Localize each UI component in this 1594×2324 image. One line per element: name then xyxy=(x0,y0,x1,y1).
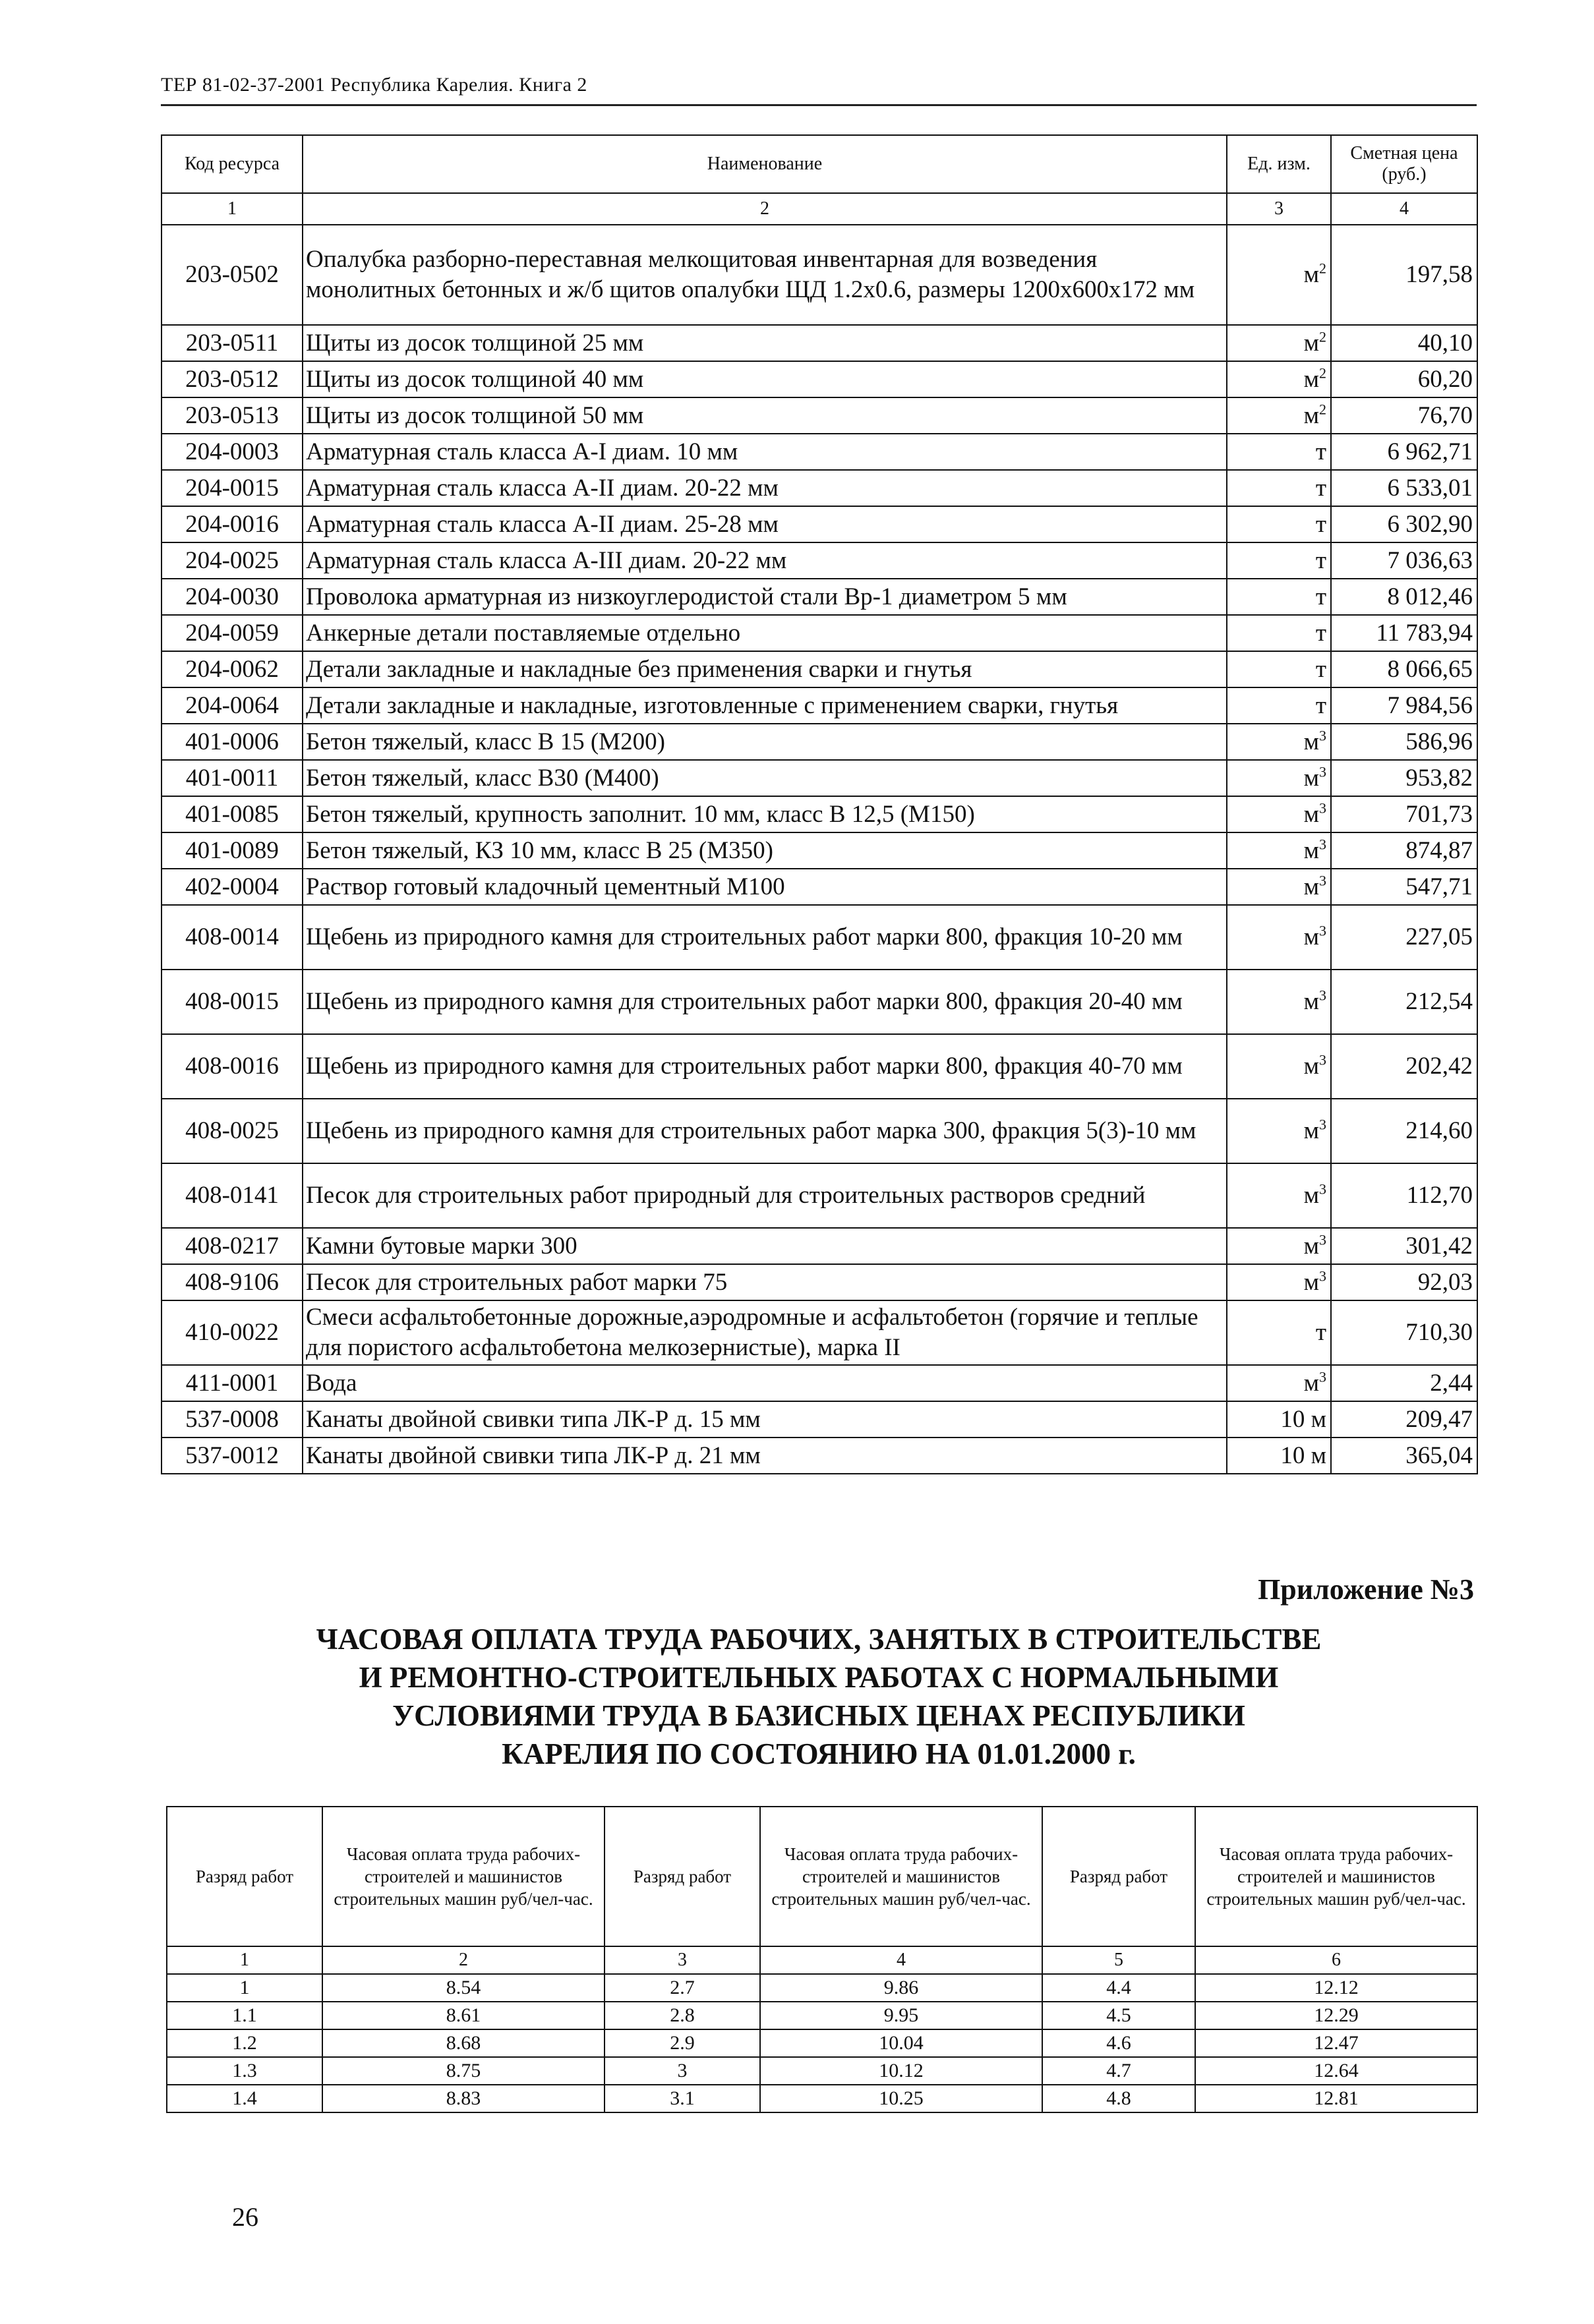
unit-label: т xyxy=(1315,510,1326,538)
unit-label: м xyxy=(1303,800,1319,828)
table-row xyxy=(162,724,1477,760)
resource-code: 537-0012 xyxy=(162,1438,303,1474)
col-number: 1 xyxy=(167,1946,322,1974)
unit-label: м xyxy=(1303,1268,1319,1296)
running-header: ТЕР 81-02-37-2001 Республика Карелия. Книга 2 xyxy=(161,74,587,96)
col-number: 3 xyxy=(605,1946,760,1974)
unit-label: т xyxy=(1315,546,1326,574)
table-row xyxy=(162,1438,1477,1474)
table-row xyxy=(162,1365,1477,1401)
resource-code: 408-0015 xyxy=(162,970,303,1034)
unit-label: т xyxy=(1315,1319,1326,1346)
resource-name: Опалубка разборно-переставная мелкощитовая инвентарная для возведения монолитных бетонных и ж/б щитов опалубки ЩД 1.2х0.6, размеры 1200х600х172 мм xyxy=(303,225,1227,325)
unit-exponent: 3 xyxy=(1319,1051,1326,1068)
table-row xyxy=(162,796,1477,832)
col-header-code: Код ресурса xyxy=(162,135,303,193)
resource-price: 710,30 xyxy=(1331,1300,1477,1365)
col-number: 2 xyxy=(303,193,1227,225)
resource-price: 6 533,01 xyxy=(1331,470,1477,506)
resource-code: 204-0016 xyxy=(162,506,303,542)
resource-code: 203-0502 xyxy=(162,225,303,325)
resource-unit xyxy=(1227,760,1331,796)
rate-cell: 8.83 xyxy=(322,2085,605,2112)
grade-cell: 1 xyxy=(167,1974,322,2002)
resource-unit xyxy=(1227,542,1331,579)
resource-code: 204-0064 xyxy=(162,687,303,724)
resource-unit xyxy=(1227,470,1331,506)
resource-unit xyxy=(1227,1163,1331,1228)
resource-name: Проволока арматурная из низкоуглеродистой стали Вр-1 диаметром 5 мм xyxy=(303,579,1227,615)
unit-label: т xyxy=(1315,619,1326,647)
resource-name: Вода xyxy=(303,1365,1227,1401)
resource-price: 365,04 xyxy=(1331,1438,1477,1474)
rate-cell: 8.75 xyxy=(322,2057,605,2085)
resource-price: 953,82 xyxy=(1331,760,1477,796)
resource-code: 401-0089 xyxy=(162,832,303,869)
resource-name: Детали закладные и накладные, изготовленные с применением сварки, гнутья xyxy=(303,687,1227,724)
grade-cell: 4.8 xyxy=(1042,2085,1195,2112)
unit-exponent: 3 xyxy=(1319,1180,1326,1198)
resource-price: 586,96 xyxy=(1331,724,1477,760)
table-row xyxy=(162,470,1477,506)
unit-label: т xyxy=(1315,583,1326,610)
resource-name: Раствор готовый кладочный цементный М100 xyxy=(303,869,1227,905)
resource-unit xyxy=(1227,434,1331,470)
unit-label: м xyxy=(1303,365,1319,393)
resource-name: Бетон тяжелый, КЗ 10 мм, класс В 25 (М350) xyxy=(303,832,1227,869)
resource-price: 6 962,71 xyxy=(1331,434,1477,470)
resource-unit xyxy=(1227,615,1331,651)
resource-price: 212,54 xyxy=(1331,970,1477,1034)
table-row xyxy=(167,2029,1477,2057)
resources-table xyxy=(161,134,1478,1474)
resource-code: 203-0512 xyxy=(162,361,303,397)
unit-label: м xyxy=(1303,764,1319,792)
table-row xyxy=(162,1034,1477,1099)
unit-label: м xyxy=(1303,1182,1319,1209)
resource-name: Щиты из досок толщиной 40 мм xyxy=(303,361,1227,397)
table-row xyxy=(162,1163,1477,1228)
resource-price: 6 302,90 xyxy=(1331,506,1477,542)
table-row xyxy=(162,542,1477,579)
rate-cell: 10.25 xyxy=(760,2085,1042,2112)
resource-name: Канаты двойной свивки типа ЛК-Р д. 15 мм xyxy=(303,1401,1227,1438)
resource-unit xyxy=(1227,687,1331,724)
resource-name: Щиты из досок толщиной 25 мм xyxy=(303,325,1227,361)
grade-cell: 2.7 xyxy=(605,1974,760,2002)
resource-code: 203-0511 xyxy=(162,325,303,361)
resource-unit xyxy=(1227,1365,1331,1401)
resource-price: 60,20 xyxy=(1331,361,1477,397)
unit-label: м xyxy=(1303,1117,1319,1144)
resource-code: 537-0008 xyxy=(162,1401,303,1438)
resource-unit xyxy=(1227,832,1331,869)
unit-exponent: 3 xyxy=(1319,1231,1326,1248)
resource-name: Арматурная сталь класса А-I диам. 10 мм xyxy=(303,434,1227,470)
resource-unit xyxy=(1227,905,1331,970)
grade-cell: 1.2 xyxy=(167,2029,322,2057)
unit-exponent: 3 xyxy=(1319,727,1326,744)
resource-unit xyxy=(1227,796,1331,832)
table-row xyxy=(162,1264,1477,1300)
col-header-price: Сметная цена (руб.) xyxy=(1331,135,1477,193)
unit-label: м xyxy=(1303,988,1319,1015)
resource-name: Щиты из досок толщиной 50 мм xyxy=(303,397,1227,434)
resource-name: Песок для строительных работ марки 75 xyxy=(303,1264,1227,1300)
wages-table xyxy=(166,1806,1478,2113)
unit-exponent: 3 xyxy=(1319,987,1326,1004)
col-number: 1 xyxy=(162,193,303,225)
resource-code: 204-0025 xyxy=(162,542,303,579)
col-header-grade: Разряд работ xyxy=(605,1807,760,1946)
resource-unit xyxy=(1227,651,1331,687)
resource-name: Арматурная сталь класса А-II диам. 20-22 мм xyxy=(303,470,1227,506)
table-row xyxy=(162,579,1477,615)
unit-label: 10 м xyxy=(1280,1405,1326,1433)
resource-unit xyxy=(1227,869,1331,905)
grade-cell: 4.4 xyxy=(1042,1974,1195,2002)
resource-price: 874,87 xyxy=(1331,832,1477,869)
rate-cell: 9.95 xyxy=(760,2002,1042,2029)
table-row xyxy=(162,361,1477,397)
table-row xyxy=(167,2085,1477,2112)
rate-cell: 8.68 xyxy=(322,2029,605,2057)
resource-unit xyxy=(1227,970,1331,1034)
unit-label: м xyxy=(1303,261,1319,288)
resource-unit xyxy=(1227,397,1331,434)
rate-cell: 12.81 xyxy=(1195,2085,1477,2112)
resource-price: 214,60 xyxy=(1331,1099,1477,1163)
resource-price: 301,42 xyxy=(1331,1228,1477,1264)
resource-price: 40,10 xyxy=(1331,325,1477,361)
resource-price: 112,70 xyxy=(1331,1163,1477,1228)
resource-name: Канаты двойной свивки типа ЛК-Р д. 21 мм xyxy=(303,1438,1227,1474)
resource-code: 408-0016 xyxy=(162,1034,303,1099)
table-row xyxy=(167,2002,1477,2029)
col-number: 4 xyxy=(1331,193,1477,225)
resource-unit xyxy=(1227,1438,1331,1474)
rate-cell: 12.12 xyxy=(1195,1974,1477,2002)
unit-label: м xyxy=(1303,401,1319,429)
resource-name: Детали закладные и накладные без применения сварки и гнутья xyxy=(303,651,1227,687)
col-number: 4 xyxy=(760,1946,1042,1974)
unit-label: т xyxy=(1315,474,1326,502)
resource-price: 202,42 xyxy=(1331,1034,1477,1099)
resource-name: Арматурная сталь класса А-II диам. 25-28 мм xyxy=(303,506,1227,542)
resource-price: 11 783,94 xyxy=(1331,615,1477,651)
resource-code: 411-0001 xyxy=(162,1365,303,1401)
resource-code: 408-0025 xyxy=(162,1099,303,1163)
resource-name: Бетон тяжелый, класс В 15 (М200) xyxy=(303,724,1227,760)
table-row xyxy=(162,869,1477,905)
resource-unit xyxy=(1227,325,1331,361)
unit-label: м xyxy=(1303,1369,1319,1397)
unit-exponent: 3 xyxy=(1319,1116,1326,1133)
table-row xyxy=(167,1974,1477,2002)
table-row xyxy=(167,2057,1477,2085)
unit-exponent: 3 xyxy=(1319,1368,1326,1385)
resource-unit xyxy=(1227,1099,1331,1163)
table-row xyxy=(162,325,1477,361)
resource-price: 92,03 xyxy=(1331,1264,1477,1300)
resource-name: Анкерные детали поставляемые отдельно xyxy=(303,615,1227,651)
table-row xyxy=(162,905,1477,970)
resource-code: 408-0217 xyxy=(162,1228,303,1264)
resource-code: 408-9106 xyxy=(162,1264,303,1300)
title-line: УСЛОВИЯМИ ТРУДА В БАЗИСНЫХ ЦЕНАХ РЕСПУБЛИКИ xyxy=(392,1699,1245,1732)
resource-code: 401-0006 xyxy=(162,724,303,760)
grade-cell: 4.7 xyxy=(1042,2057,1195,2085)
table-row xyxy=(162,760,1477,796)
table-row xyxy=(162,1228,1477,1264)
resource-code: 204-0015 xyxy=(162,470,303,506)
rate-cell: 8.54 xyxy=(322,1974,605,2002)
grade-cell: 2.8 xyxy=(605,2002,760,2029)
resource-name: Смеси асфальтобетонные дорожные,аэродромные и асфальтобетон (горячие и теплые для пористого асфальтобетона мелкозернистые), марка II xyxy=(303,1300,1227,1365)
resource-unit xyxy=(1227,1228,1331,1264)
unit-label: т xyxy=(1315,438,1326,465)
resource-name: Арматурная сталь класса А-III диам. 20-22 мм xyxy=(303,542,1227,579)
resource-price: 227,05 xyxy=(1331,905,1477,970)
resource-unit xyxy=(1227,361,1331,397)
table-row xyxy=(162,1300,1477,1365)
grade-cell: 1.3 xyxy=(167,2057,322,2085)
resource-name: Бетон тяжелый, класс В30 (М400) xyxy=(303,760,1227,796)
rate-cell: 12.47 xyxy=(1195,2029,1477,2057)
resource-unit xyxy=(1227,1300,1331,1365)
appendix-label: Приложение №3 xyxy=(1258,1573,1474,1606)
unit-exponent: 3 xyxy=(1319,763,1326,780)
resource-unit xyxy=(1227,724,1331,760)
unit-label: м xyxy=(1303,728,1319,755)
table-row xyxy=(162,687,1477,724)
resource-price: 209,47 xyxy=(1331,1401,1477,1438)
resource-name: Щебень из природного камня для строительных работ марка 300, фракция 5(3)-10 мм xyxy=(303,1099,1227,1163)
title-line: ЧАСОВАЯ ОПЛАТА ТРУДА РАБОЧИХ, ЗАНЯТЫХ В СТРОИТЕЛЬСТВЕ xyxy=(316,1623,1322,1656)
col-header-grade: Разряд работ xyxy=(1042,1807,1195,1946)
resource-name: Бетон тяжелый, крупность заполнит. 10 мм, класс В 12,5 (М150) xyxy=(303,796,1227,832)
unit-exponent: 2 xyxy=(1319,260,1326,277)
rate-cell: 10.04 xyxy=(760,2029,1042,2057)
resource-code: 401-0011 xyxy=(162,760,303,796)
resource-name: Щебень из природного камня для строительных работ марки 800, фракция 10-20 мм xyxy=(303,905,1227,970)
unit-label: м xyxy=(1303,1053,1319,1080)
unit-label: м xyxy=(1303,873,1319,900)
resource-name: Щебень из природного камня для строительных работ марки 800, фракция 20-40 мм xyxy=(303,970,1227,1034)
unit-exponent: 3 xyxy=(1319,799,1326,817)
unit-label: м xyxy=(1303,1232,1319,1260)
table-row xyxy=(162,434,1477,470)
grade-cell: 4.6 xyxy=(1042,2029,1195,2057)
resource-code: 204-0059 xyxy=(162,615,303,651)
resource-code: 204-0003 xyxy=(162,434,303,470)
rate-cell: 12.64 xyxy=(1195,2057,1477,2085)
table-row xyxy=(162,506,1477,542)
resource-unit xyxy=(1227,1401,1331,1438)
rate-cell: 10.12 xyxy=(760,2057,1042,2085)
col-header-unit: Ед. изм. xyxy=(1227,135,1331,193)
appendix-title xyxy=(161,1620,1477,1773)
grade-cell: 3 xyxy=(605,2057,760,2085)
resource-price: 7 984,56 xyxy=(1331,687,1477,724)
resource-unit xyxy=(1227,1034,1331,1099)
table-row xyxy=(162,970,1477,1034)
unit-exponent: 3 xyxy=(1319,1267,1326,1285)
resource-code: 203-0513 xyxy=(162,397,303,434)
unit-label: т xyxy=(1315,655,1326,683)
resource-code: 408-0014 xyxy=(162,905,303,970)
col-number: 6 xyxy=(1195,1946,1477,1974)
resource-price: 197,58 xyxy=(1331,225,1477,325)
resource-code: 408-0141 xyxy=(162,1163,303,1228)
grade-cell: 1.1 xyxy=(167,2002,322,2029)
unit-exponent: 3 xyxy=(1319,922,1326,939)
grade-cell: 3.1 xyxy=(605,2085,760,2112)
unit-label: 10 м xyxy=(1280,1441,1326,1469)
grade-cell: 4.5 xyxy=(1042,2002,1195,2029)
table-row xyxy=(162,651,1477,687)
table-row xyxy=(162,1401,1477,1438)
table-row xyxy=(162,615,1477,651)
col-header-rate: Часовая оплата труда рабочих-строителей и машинистов строительных машин руб/чел-час. xyxy=(760,1807,1042,1946)
rate-cell: 9.86 xyxy=(760,1974,1042,2002)
col-number: 5 xyxy=(1042,1946,1195,1974)
resource-price: 7 036,63 xyxy=(1331,542,1477,579)
resource-name: Песок для строительных работ природный для строительных растворов средний xyxy=(303,1163,1227,1228)
col-header-rate: Часовая оплата труда рабочих-строителей и машинистов строительных машин руб/чел-час. xyxy=(1195,1807,1477,1946)
resource-name: Щебень из природного камня для строительных работ марки 800, фракция 40-70 мм xyxy=(303,1034,1227,1099)
grade-cell: 2.9 xyxy=(605,2029,760,2057)
resource-code: 410-0022 xyxy=(162,1300,303,1365)
title-line: И РЕМОНТНО-СТРОИТЕЛЬНЫХ РАБОТАХ С НОРМАЛЬНЫМИ xyxy=(359,1661,1279,1694)
resource-name: Камни бутовые марки 300 xyxy=(303,1228,1227,1264)
unit-exponent: 3 xyxy=(1319,872,1326,889)
resource-code: 402-0004 xyxy=(162,869,303,905)
title-line: КАРЕЛИЯ ПО СОСТОЯНИЮ НА 01.01.2000 г. xyxy=(502,1737,1136,1770)
resource-code: 401-0085 xyxy=(162,796,303,832)
resource-unit xyxy=(1227,225,1331,325)
table-row xyxy=(162,1099,1477,1163)
resource-unit xyxy=(1227,506,1331,542)
unit-label: м xyxy=(1303,329,1319,357)
col-header-grade: Разряд работ xyxy=(167,1807,322,1946)
unit-exponent: 2 xyxy=(1319,328,1326,345)
table-row xyxy=(162,832,1477,869)
col-number: 2 xyxy=(322,1946,605,1974)
page-number: 26 xyxy=(232,2202,258,2232)
unit-exponent: 3 xyxy=(1319,836,1326,853)
header-divider xyxy=(161,104,1477,106)
resource-price: 76,70 xyxy=(1331,397,1477,434)
grade-cell: 1.4 xyxy=(167,2085,322,2112)
col-header-name: Наименование xyxy=(303,135,1227,193)
col-header-rate: Часовая оплата труда рабочих-строителей и машинистов строительных машин руб/чел-час. xyxy=(322,1807,605,1946)
unit-exponent: 2 xyxy=(1319,401,1326,418)
unit-exponent: 2 xyxy=(1319,364,1326,382)
resource-unit xyxy=(1227,579,1331,615)
resource-price: 8 066,65 xyxy=(1331,651,1477,687)
unit-label: м xyxy=(1303,836,1319,864)
table-row xyxy=(162,225,1477,325)
unit-label: м xyxy=(1303,923,1319,950)
resource-price: 8 012,46 xyxy=(1331,579,1477,615)
resource-unit xyxy=(1227,1264,1331,1300)
resource-price: 2,44 xyxy=(1331,1365,1477,1401)
col-number: 3 xyxy=(1227,193,1331,225)
resource-code: 204-0030 xyxy=(162,579,303,615)
table-row xyxy=(162,397,1477,434)
resource-price: 547,71 xyxy=(1331,869,1477,905)
resource-code: 204-0062 xyxy=(162,651,303,687)
unit-label: т xyxy=(1315,691,1326,719)
resource-price: 701,73 xyxy=(1331,796,1477,832)
rate-cell: 8.61 xyxy=(322,2002,605,2029)
rate-cell: 12.29 xyxy=(1195,2002,1477,2029)
